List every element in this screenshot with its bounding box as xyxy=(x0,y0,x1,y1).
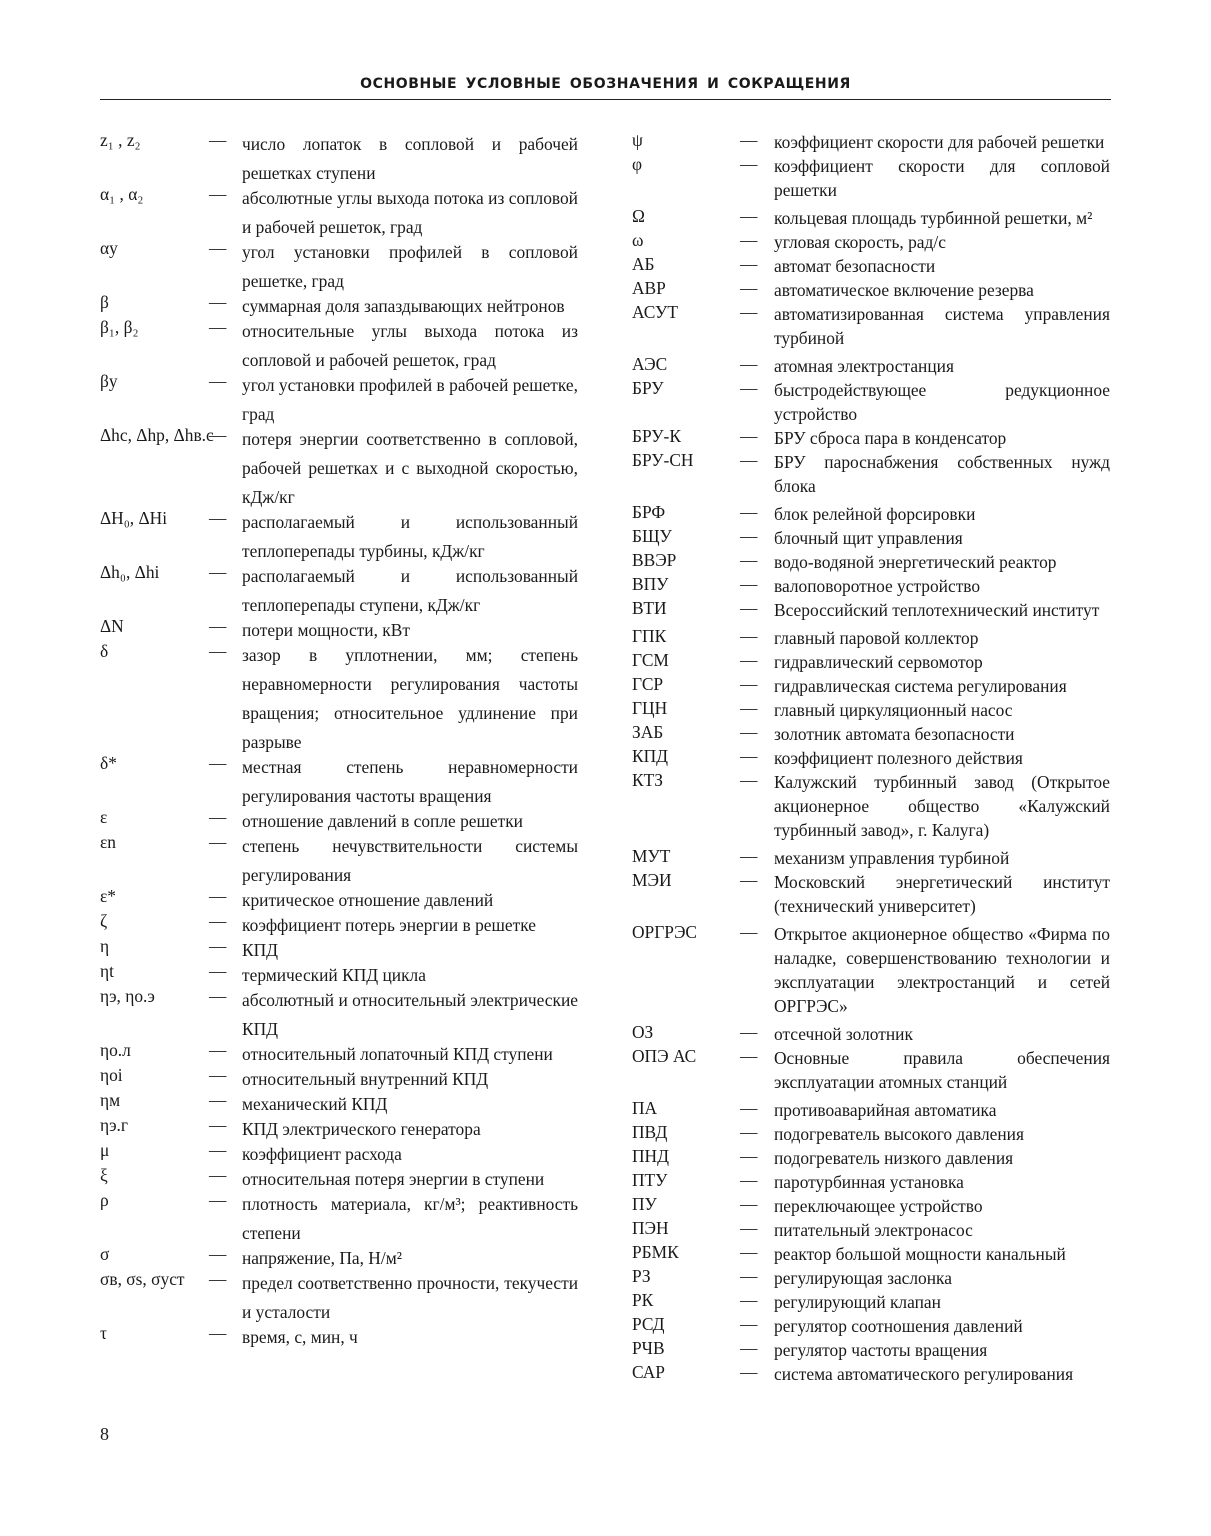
entry-dash: — xyxy=(740,650,758,670)
entry-description: автоматизированная система управления турбиной xyxy=(774,304,1110,348)
entry-symbol: ηэ, ηо.э xyxy=(100,986,155,1006)
entry-dash: — xyxy=(209,1323,227,1343)
glossary-entry xyxy=(632,1170,1110,1194)
entry-dash: — xyxy=(740,1290,758,1310)
glossary-entry xyxy=(632,1146,1110,1170)
entry-description: КПД электрического генератора xyxy=(242,1119,481,1139)
entry-symbol: БРУ-К xyxy=(632,426,681,446)
entry-symbol: ОЗ xyxy=(632,1022,654,1042)
entry-description: угол установки профилей в сопловой решетке, град xyxy=(242,242,578,291)
glossary-entry xyxy=(100,130,578,188)
entry-symbol: ε xyxy=(100,807,108,827)
glossary-entry xyxy=(632,206,1110,230)
glossary-entry xyxy=(100,832,578,890)
entry-dash: — xyxy=(740,378,758,398)
entry-dash: — xyxy=(209,317,227,337)
entry-description: термический КПД цикла xyxy=(242,965,426,985)
glossary-entry xyxy=(632,1314,1110,1338)
entry-description: отношение давлений в сопле решетки xyxy=(242,811,523,831)
entry-dash: — xyxy=(209,936,227,956)
entry-symbol: ПВД xyxy=(632,1122,668,1142)
entry-dash: — xyxy=(740,526,758,546)
entry-dash: — xyxy=(740,230,758,250)
glossary-entry xyxy=(632,1046,1110,1094)
glossary-entry xyxy=(632,746,1110,770)
entry-dash: — xyxy=(740,1146,758,1166)
entry-dash: — xyxy=(209,911,227,931)
entry-symbol: σв, σs, σуст xyxy=(100,1269,185,1289)
glossary-entry xyxy=(632,378,1110,426)
entry-symbol: ГСР xyxy=(632,674,664,694)
entry-dash: — xyxy=(209,1165,227,1185)
entry-description: регулирующий клапан xyxy=(774,1292,941,1312)
entry-dash: — xyxy=(740,1194,758,1214)
entry-description: главный паровой коллектор xyxy=(774,628,979,648)
entry-description: Основные правила обеспечения эксплуатации атомных станций xyxy=(774,1048,1110,1092)
entry-symbol: α₁ , α₂ xyxy=(100,184,144,204)
entry-dash: — xyxy=(740,870,758,890)
entry-description: плотность материала, кг/м³; реактивность степени xyxy=(242,1194,578,1243)
entry-dash: — xyxy=(209,753,227,773)
glossary-entry xyxy=(632,230,1110,254)
entry-symbol: ΔN xyxy=(100,616,124,636)
entry-description: переключающее устройство xyxy=(774,1196,983,1216)
entry-symbol: ПЭН xyxy=(632,1218,669,1238)
entry-dash: — xyxy=(740,550,758,570)
glossary-entry xyxy=(100,317,578,375)
glossary-entry xyxy=(632,130,1110,154)
entry-description: механизм управления турбиной xyxy=(774,848,1010,868)
entry-dash: — xyxy=(209,1040,227,1060)
entry-dash: — xyxy=(209,1269,227,1289)
glossary-entry xyxy=(632,550,1110,574)
entry-symbol: АЭС xyxy=(632,354,668,374)
entry-symbol: ОПЭ АС xyxy=(632,1046,697,1066)
entry-dash: — xyxy=(209,292,227,312)
entry-symbol: ПТУ xyxy=(632,1170,668,1190)
glossary-entry xyxy=(100,425,578,512)
entry-description: БРУ пароснабжения собственных нужд блока xyxy=(774,452,1110,496)
entry-dash: — xyxy=(209,886,227,906)
entry-symbol: σ xyxy=(100,1244,110,1264)
entry-description: располагаемый и использованный теплоперепады турбины, кДж/кг xyxy=(242,512,578,561)
entry-description: регулятор частоты вращения xyxy=(774,1340,988,1360)
entry-dash: — xyxy=(740,846,758,866)
entry-description: валоповоротное устройство xyxy=(774,576,981,596)
entry-dash: — xyxy=(740,1362,758,1382)
entry-symbol: ОРГРЭС xyxy=(632,922,698,942)
entry-description: потеря энергии соответственно в сопловой, рабочей решетках и с выходной скоростью, кДж/кг xyxy=(242,429,578,507)
entry-symbol: РЗ xyxy=(632,1266,651,1286)
entry-description: подогреватель высокого давления xyxy=(774,1124,1024,1144)
entry-symbol: δ* xyxy=(100,753,117,773)
page-number: 8 xyxy=(100,1424,109,1444)
entry-symbol: ВПУ xyxy=(632,574,669,594)
glossary-entry xyxy=(632,770,1110,842)
page-title: ОСНОВНЫЕ УСЛОВНЫЕ ОБОЗНАЧЕНИЯ И СОКРАЩЕНИЯ xyxy=(360,76,851,92)
entry-description: система автоматического регулирования xyxy=(774,1364,1074,1384)
glossary-entry xyxy=(632,650,1110,674)
entry-symbol: БРУ xyxy=(632,378,664,398)
entry-symbol: δ xyxy=(100,641,109,661)
entry-symbol: ГЦН xyxy=(632,698,668,718)
entry-description: потери мощности, кВт xyxy=(242,620,410,640)
entry-symbol: ηм xyxy=(100,1090,121,1110)
entry-symbol: БРФ xyxy=(632,502,666,522)
entry-symbol: Ω xyxy=(632,206,645,226)
entry-symbol: ВВЭР xyxy=(632,550,677,570)
entry-dash: — xyxy=(740,1314,758,1334)
entry-description: питательный электронасос xyxy=(774,1220,973,1240)
entry-dash: — xyxy=(740,502,758,522)
entry-description: Калужский турбинный завод (Открытое акционерное общество «Калужский турбинный завод», г. Калуга) xyxy=(774,772,1110,840)
entry-symbol: ГСМ xyxy=(632,650,669,670)
entry-description: зазор в уплотнении, мм; степень неравномерности регулирования частоты вращения; относительное удлинение при разрыве xyxy=(242,645,578,752)
glossary-entry xyxy=(100,986,578,1044)
entry-dash: — xyxy=(209,641,227,661)
entry-description: относительный внутренний КПД xyxy=(242,1069,489,1089)
entry-description: коэффициент расхода xyxy=(242,1144,402,1164)
entry-symbol: ψ xyxy=(632,130,643,150)
left-column xyxy=(100,130,578,1348)
entry-dash: — xyxy=(740,1046,758,1066)
entry-symbol: АБ xyxy=(632,254,655,274)
entry-symbol: β xyxy=(100,292,109,312)
entry-symbol: ω xyxy=(632,230,644,250)
entry-description: относительный лопаточный КПД ступени xyxy=(242,1044,553,1064)
entry-description: коэффициент скорости для сопловой решетки xyxy=(774,156,1110,200)
glossary-entry xyxy=(100,184,578,242)
glossary-entry xyxy=(632,1362,1110,1386)
glossary-entry xyxy=(632,426,1110,450)
entry-symbol: КТЗ xyxy=(632,770,663,790)
entry-description: относительные углы выхода потока из сопловой и рабочей решеток, град xyxy=(242,321,578,370)
entry-dash: — xyxy=(209,1115,227,1135)
glossary-entry xyxy=(632,574,1110,598)
header-rule xyxy=(100,99,1111,100)
glossary-entry xyxy=(632,722,1110,746)
glossary-entry xyxy=(100,1190,578,1248)
entry-description: кольцевая площадь турбинной решетки, м² xyxy=(774,208,1093,228)
glossary-entry xyxy=(632,626,1110,650)
entry-dash: — xyxy=(209,961,227,981)
entry-dash: — xyxy=(740,674,758,694)
entry-dash: — xyxy=(740,698,758,718)
entry-dash: — xyxy=(209,425,227,445)
entry-symbol: η xyxy=(100,936,110,956)
entry-symbol: БРУ-СН xyxy=(632,450,694,470)
entry-symbol: z₁ , z₂ xyxy=(100,130,141,150)
glossary-entry xyxy=(632,1194,1110,1218)
entry-symbol: ВТИ xyxy=(632,598,667,618)
entry-dash: — xyxy=(740,354,758,374)
glossary-entry xyxy=(632,1290,1110,1314)
entry-dash: — xyxy=(740,770,758,790)
entry-dash: — xyxy=(740,626,758,646)
entry-description: время, с, мин, ч xyxy=(242,1327,358,1347)
glossary-entry xyxy=(100,562,578,620)
entry-description: золотник автомата безопасности xyxy=(774,724,1015,744)
glossary-entry xyxy=(632,674,1110,698)
entry-symbol: РСД xyxy=(632,1314,665,1334)
glossary-entry xyxy=(100,1269,578,1327)
entry-symbol: β₁, β₂ xyxy=(100,317,139,337)
entry-symbol: βу xyxy=(100,371,118,391)
glossary-entry xyxy=(632,526,1110,550)
entry-dash: — xyxy=(740,1218,758,1238)
entry-description: блок релейной форсировки xyxy=(774,504,976,524)
entry-description: угол установки профилей в рабочей решетке, град xyxy=(242,375,578,424)
entry-dash: — xyxy=(740,722,758,742)
entry-description: число лопаток в сопловой и рабочей решетках ступени xyxy=(242,134,578,183)
entry-dash: — xyxy=(209,1190,227,1210)
entry-symbol: ГПК xyxy=(632,626,667,646)
entry-symbol: ρ xyxy=(100,1190,109,1210)
entry-description: блочный щит управления xyxy=(774,528,963,548)
glossary-entry xyxy=(632,154,1110,202)
entry-symbol: ЗАБ xyxy=(632,722,664,742)
entry-symbol: τ xyxy=(100,1323,107,1343)
entry-description: коэффициент скорости для рабочей решетки xyxy=(774,132,1105,152)
entry-description: суммарная доля запаздывающих нейтронов xyxy=(242,296,565,316)
entry-dash: — xyxy=(740,1266,758,1286)
glossary-entry xyxy=(632,450,1110,498)
entry-dash: — xyxy=(740,1022,758,1042)
glossary-entry xyxy=(632,1098,1110,1122)
glossary-entry xyxy=(632,1218,1110,1242)
entry-dash: — xyxy=(740,1122,758,1142)
entry-symbol: ζ xyxy=(100,911,108,931)
entry-description: отсечной золотник xyxy=(774,1024,913,1044)
glossary-entry xyxy=(632,698,1110,722)
entry-description: автомат безопасности xyxy=(774,256,936,276)
entry-description: напряжение, Па, Н/м² xyxy=(242,1248,402,1268)
entry-dash: — xyxy=(209,130,227,150)
entry-symbol: ηt xyxy=(100,961,114,981)
entry-description: подогреватель низкого давления xyxy=(774,1148,1014,1168)
glossary-entry xyxy=(632,354,1110,378)
entry-description: главный циркуляционный насос xyxy=(774,700,1013,720)
entry-description: абсолютные углы выхода потока из сопловой и рабочей решеток, град xyxy=(242,188,578,237)
entry-dash: — xyxy=(740,574,758,594)
entry-dash: — xyxy=(209,832,227,852)
entry-description: противоаварийная автоматика xyxy=(774,1100,997,1120)
entry-symbol: МУТ xyxy=(632,846,671,866)
entry-description: коэффициент полезного действия xyxy=(774,748,1023,768)
entry-dash: — xyxy=(209,508,227,528)
entry-dash: — xyxy=(740,1338,758,1358)
entry-dash: — xyxy=(209,1065,227,1085)
entry-description: регулирующая заслонка xyxy=(774,1268,952,1288)
entry-dash: — xyxy=(740,206,758,226)
entry-description: критическое отношение давлений xyxy=(242,890,494,910)
entry-dash: — xyxy=(209,807,227,827)
entry-description: Московский энергетический институт (технический университет) xyxy=(774,872,1110,916)
entry-dash: — xyxy=(209,371,227,391)
entry-description: гидравлический сервомотор xyxy=(774,652,983,672)
entry-description: располагаемый и использованный теплоперепады ступени, кДж/кг xyxy=(242,566,578,615)
entry-symbol: РЧВ xyxy=(632,1338,665,1358)
entry-dash: — xyxy=(740,154,758,174)
entry-dash: — xyxy=(740,922,758,942)
entry-dash: — xyxy=(740,598,758,618)
entry-description: предел соответственно прочности, текучести и усталости xyxy=(242,1273,578,1322)
glossary-entry xyxy=(632,870,1110,918)
entry-dash: — xyxy=(740,1170,758,1190)
entry-symbol: αу xyxy=(100,238,118,258)
entry-symbol: МЭИ xyxy=(632,870,672,890)
entry-description: регулятор соотношения давлений xyxy=(774,1316,1023,1336)
entry-symbol: ε* xyxy=(100,886,116,906)
entry-symbol: ηо.л xyxy=(100,1040,131,1060)
glossary-entry xyxy=(632,1122,1110,1146)
glossary-entry xyxy=(632,846,1110,870)
glossary-entry xyxy=(632,502,1110,526)
glossary-entry xyxy=(632,1338,1110,1362)
entry-symbol: μ xyxy=(100,1140,110,1160)
glossary-entry xyxy=(632,598,1110,622)
entry-description: Открытое акционерное общество «Фирма по наладке, совершенствованию технологии и эксплуатации электростанций и сетей ОРГРЭС» xyxy=(774,924,1110,1016)
glossary-entry xyxy=(100,641,578,757)
entry-dash: — xyxy=(740,1098,758,1118)
entry-description: автоматическое включение резерва xyxy=(774,280,1034,300)
entry-description: степень нечувствительности системы регулирования xyxy=(242,836,578,885)
entry-symbol: ηоi xyxy=(100,1065,123,1085)
glossary-entry xyxy=(632,1022,1110,1046)
entry-symbol: АВР xyxy=(632,278,666,298)
glossary-entry xyxy=(632,922,1110,1018)
entry-dash: — xyxy=(209,1244,227,1264)
glossary-entry xyxy=(632,1242,1110,1266)
glossary-entry xyxy=(100,1323,578,1352)
entry-symbol: РК xyxy=(632,1290,654,1310)
entry-symbol: АСУТ xyxy=(632,302,678,322)
entry-dash: — xyxy=(740,450,758,470)
entry-symbol: ξ xyxy=(100,1165,108,1185)
entry-dash: — xyxy=(740,1242,758,1262)
entry-symbol: БЩУ xyxy=(632,526,672,546)
entry-description: угловая скорость, рад/с xyxy=(774,232,946,252)
entry-description: относительная потеря энергии в ступени xyxy=(242,1169,545,1189)
entry-dash: — xyxy=(740,254,758,274)
entry-dash: — xyxy=(209,986,227,1006)
entry-description: паротурбинная установка xyxy=(774,1172,964,1192)
entry-description: БРУ сброса пара в конденсатор xyxy=(774,428,1007,448)
entry-dash: — xyxy=(209,1140,227,1160)
glossary-entry xyxy=(100,753,578,811)
entry-description: атомная электростанция xyxy=(774,356,954,376)
entry-description: абсолютный и относительный электрические КПД xyxy=(242,990,578,1039)
entry-symbol: КПД xyxy=(632,746,669,766)
entry-symbol: Δh₀, Δhi xyxy=(100,562,160,582)
entry-description: реактор большой мощности канальный xyxy=(774,1244,1066,1264)
entry-dash: — xyxy=(740,746,758,766)
entry-dash: — xyxy=(740,426,758,446)
entry-description: быстродействующее редукционное устройство xyxy=(774,380,1110,424)
entry-dash: — xyxy=(740,130,758,150)
entry-symbol: ΔH₀, ΔHi xyxy=(100,508,168,528)
glossary-entry xyxy=(100,508,578,566)
entry-symbol: САР xyxy=(632,1362,665,1382)
glossary-entry xyxy=(632,254,1110,278)
entry-dash: — xyxy=(209,238,227,258)
entry-dash: — xyxy=(740,302,758,322)
glossary-entry xyxy=(632,302,1110,350)
entry-description: Всероссийский теплотехнический институт xyxy=(774,600,1100,620)
entry-description: КПД xyxy=(242,940,279,960)
entry-description: коэффициент потерь энергии в решетке xyxy=(242,915,536,935)
entry-symbol: ПНД xyxy=(632,1146,669,1166)
entry-symbol: ηэ.г xyxy=(100,1115,129,1135)
glossary-entry xyxy=(100,371,578,429)
entry-dash: — xyxy=(209,1090,227,1110)
entry-description: механический КПД xyxy=(242,1094,388,1114)
entry-description: местная степень неравномерности регулирования частоты вращения xyxy=(242,757,578,806)
glossary-entry xyxy=(632,1266,1110,1290)
entry-symbol: εn xyxy=(100,832,116,852)
entry-symbol: РБМК xyxy=(632,1242,679,1262)
entry-symbol: ПУ xyxy=(632,1194,657,1214)
entry-dash: — xyxy=(740,278,758,298)
entry-symbol: φ xyxy=(632,154,643,174)
entry-description: гидравлическая система регулирования xyxy=(774,676,1067,696)
entry-symbol: Δhс, Δhр, Δhв.с xyxy=(100,425,214,445)
entry-description: водо-водяной энергетический реактор xyxy=(774,552,1057,572)
entry-dash: — xyxy=(209,616,227,636)
right-column xyxy=(632,130,1110,1386)
entry-symbol: ПА xyxy=(632,1098,658,1118)
glossary-entry xyxy=(632,278,1110,302)
entry-dash: — xyxy=(209,562,227,582)
entry-dash: — xyxy=(209,184,227,204)
glossary-entry xyxy=(100,238,578,296)
